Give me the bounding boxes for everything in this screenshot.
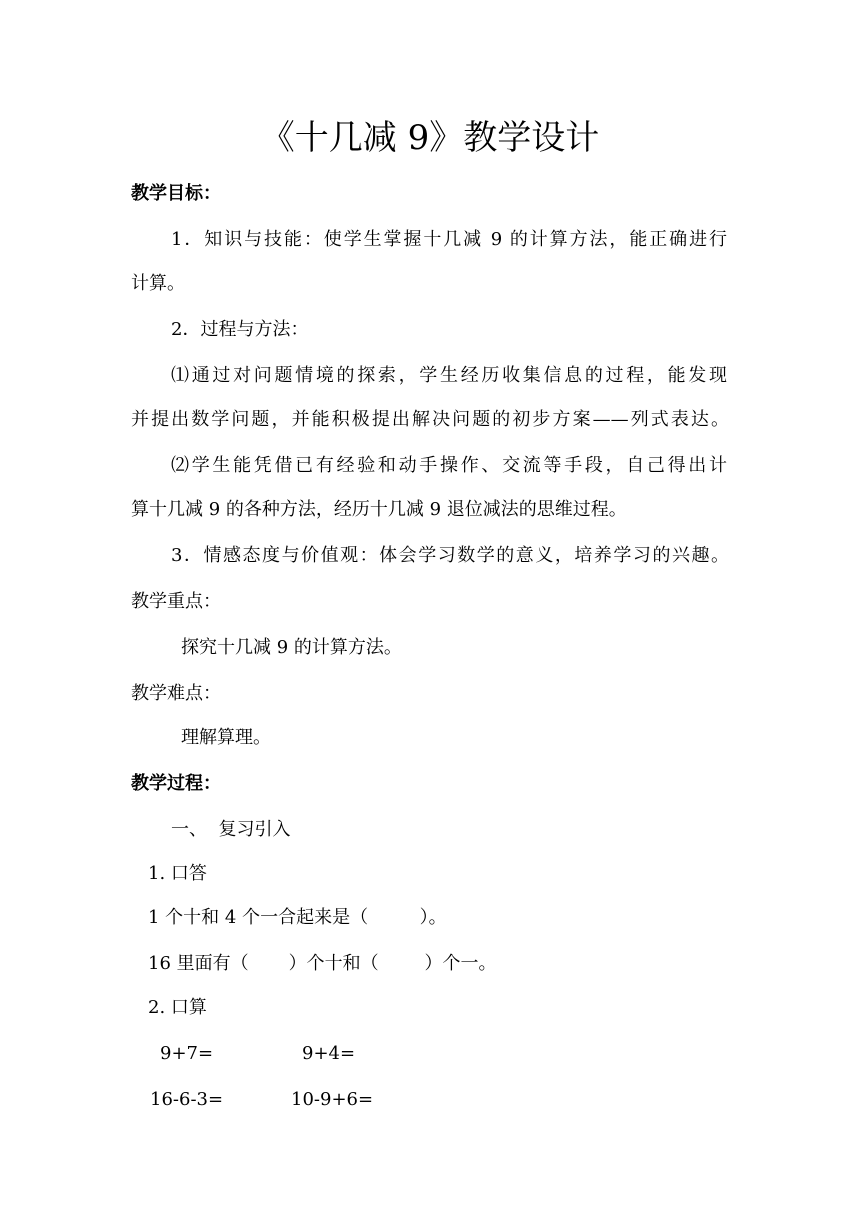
difficulty-heading: 教学难点： bbox=[131, 683, 221, 704]
objective-2: 2．过程与方法： bbox=[171, 319, 309, 340]
objective-3: 3．情感态度与价值观：体会学习数学的意义，培养学习的兴趣。 bbox=[171, 545, 729, 566]
calc-2: 9+4= bbox=[302, 1043, 356, 1064]
section-1-heading: 一、 复习引入 bbox=[171, 819, 291, 840]
objective-2-sub-2-line-2: 算十几减 9 的各种方法，经历十几减 9 退位减法的思维过程。 bbox=[131, 499, 627, 520]
oral-calc-heading: 2. 口算 bbox=[148, 997, 207, 1018]
question-2: 16 里面有（ ）个十和（ ）个一。 bbox=[148, 953, 497, 974]
oral-answer-heading: 1. 口答 bbox=[148, 863, 207, 884]
document-title: 《十几减 9》教学设计 bbox=[260, 118, 600, 158]
objectives-heading: 教学目标： bbox=[131, 183, 221, 204]
objective-2-sub-2-line-1: ⑵学生能凭借已有经验和动手操作、交流等手段，自己得出计 bbox=[171, 455, 727, 476]
objective-1-line-1: 1．知识与技能：使学生掌握十几减 9 的计算方法，能正确进行 bbox=[171, 229, 727, 250]
calc-4: 10-9+6= bbox=[291, 1089, 374, 1110]
key-points-heading: 教学重点： bbox=[131, 591, 221, 612]
objective-2-sub-1-line-1: ⑴通过对问题情境的探索，学生经历收集信息的过程，能发现 bbox=[171, 365, 727, 386]
question-1: 1 个十和 4 个一合起来是（ ）。 bbox=[148, 907, 447, 928]
process-heading: 教学过程： bbox=[131, 773, 221, 794]
calc-3: 16-6-3= bbox=[150, 1089, 224, 1110]
calc-1: 9+7= bbox=[160, 1043, 214, 1064]
objective-1-line-2: 计算。 bbox=[131, 273, 185, 294]
objective-2-sub-1-line-2: 并提出数学问题，并能积极提出解决问题的初步方案——列式表达。 bbox=[131, 409, 729, 430]
key-points-content: 探究十几减 9 的计算方法。 bbox=[181, 637, 402, 658]
difficulty-content: 理解算理。 bbox=[181, 727, 271, 748]
